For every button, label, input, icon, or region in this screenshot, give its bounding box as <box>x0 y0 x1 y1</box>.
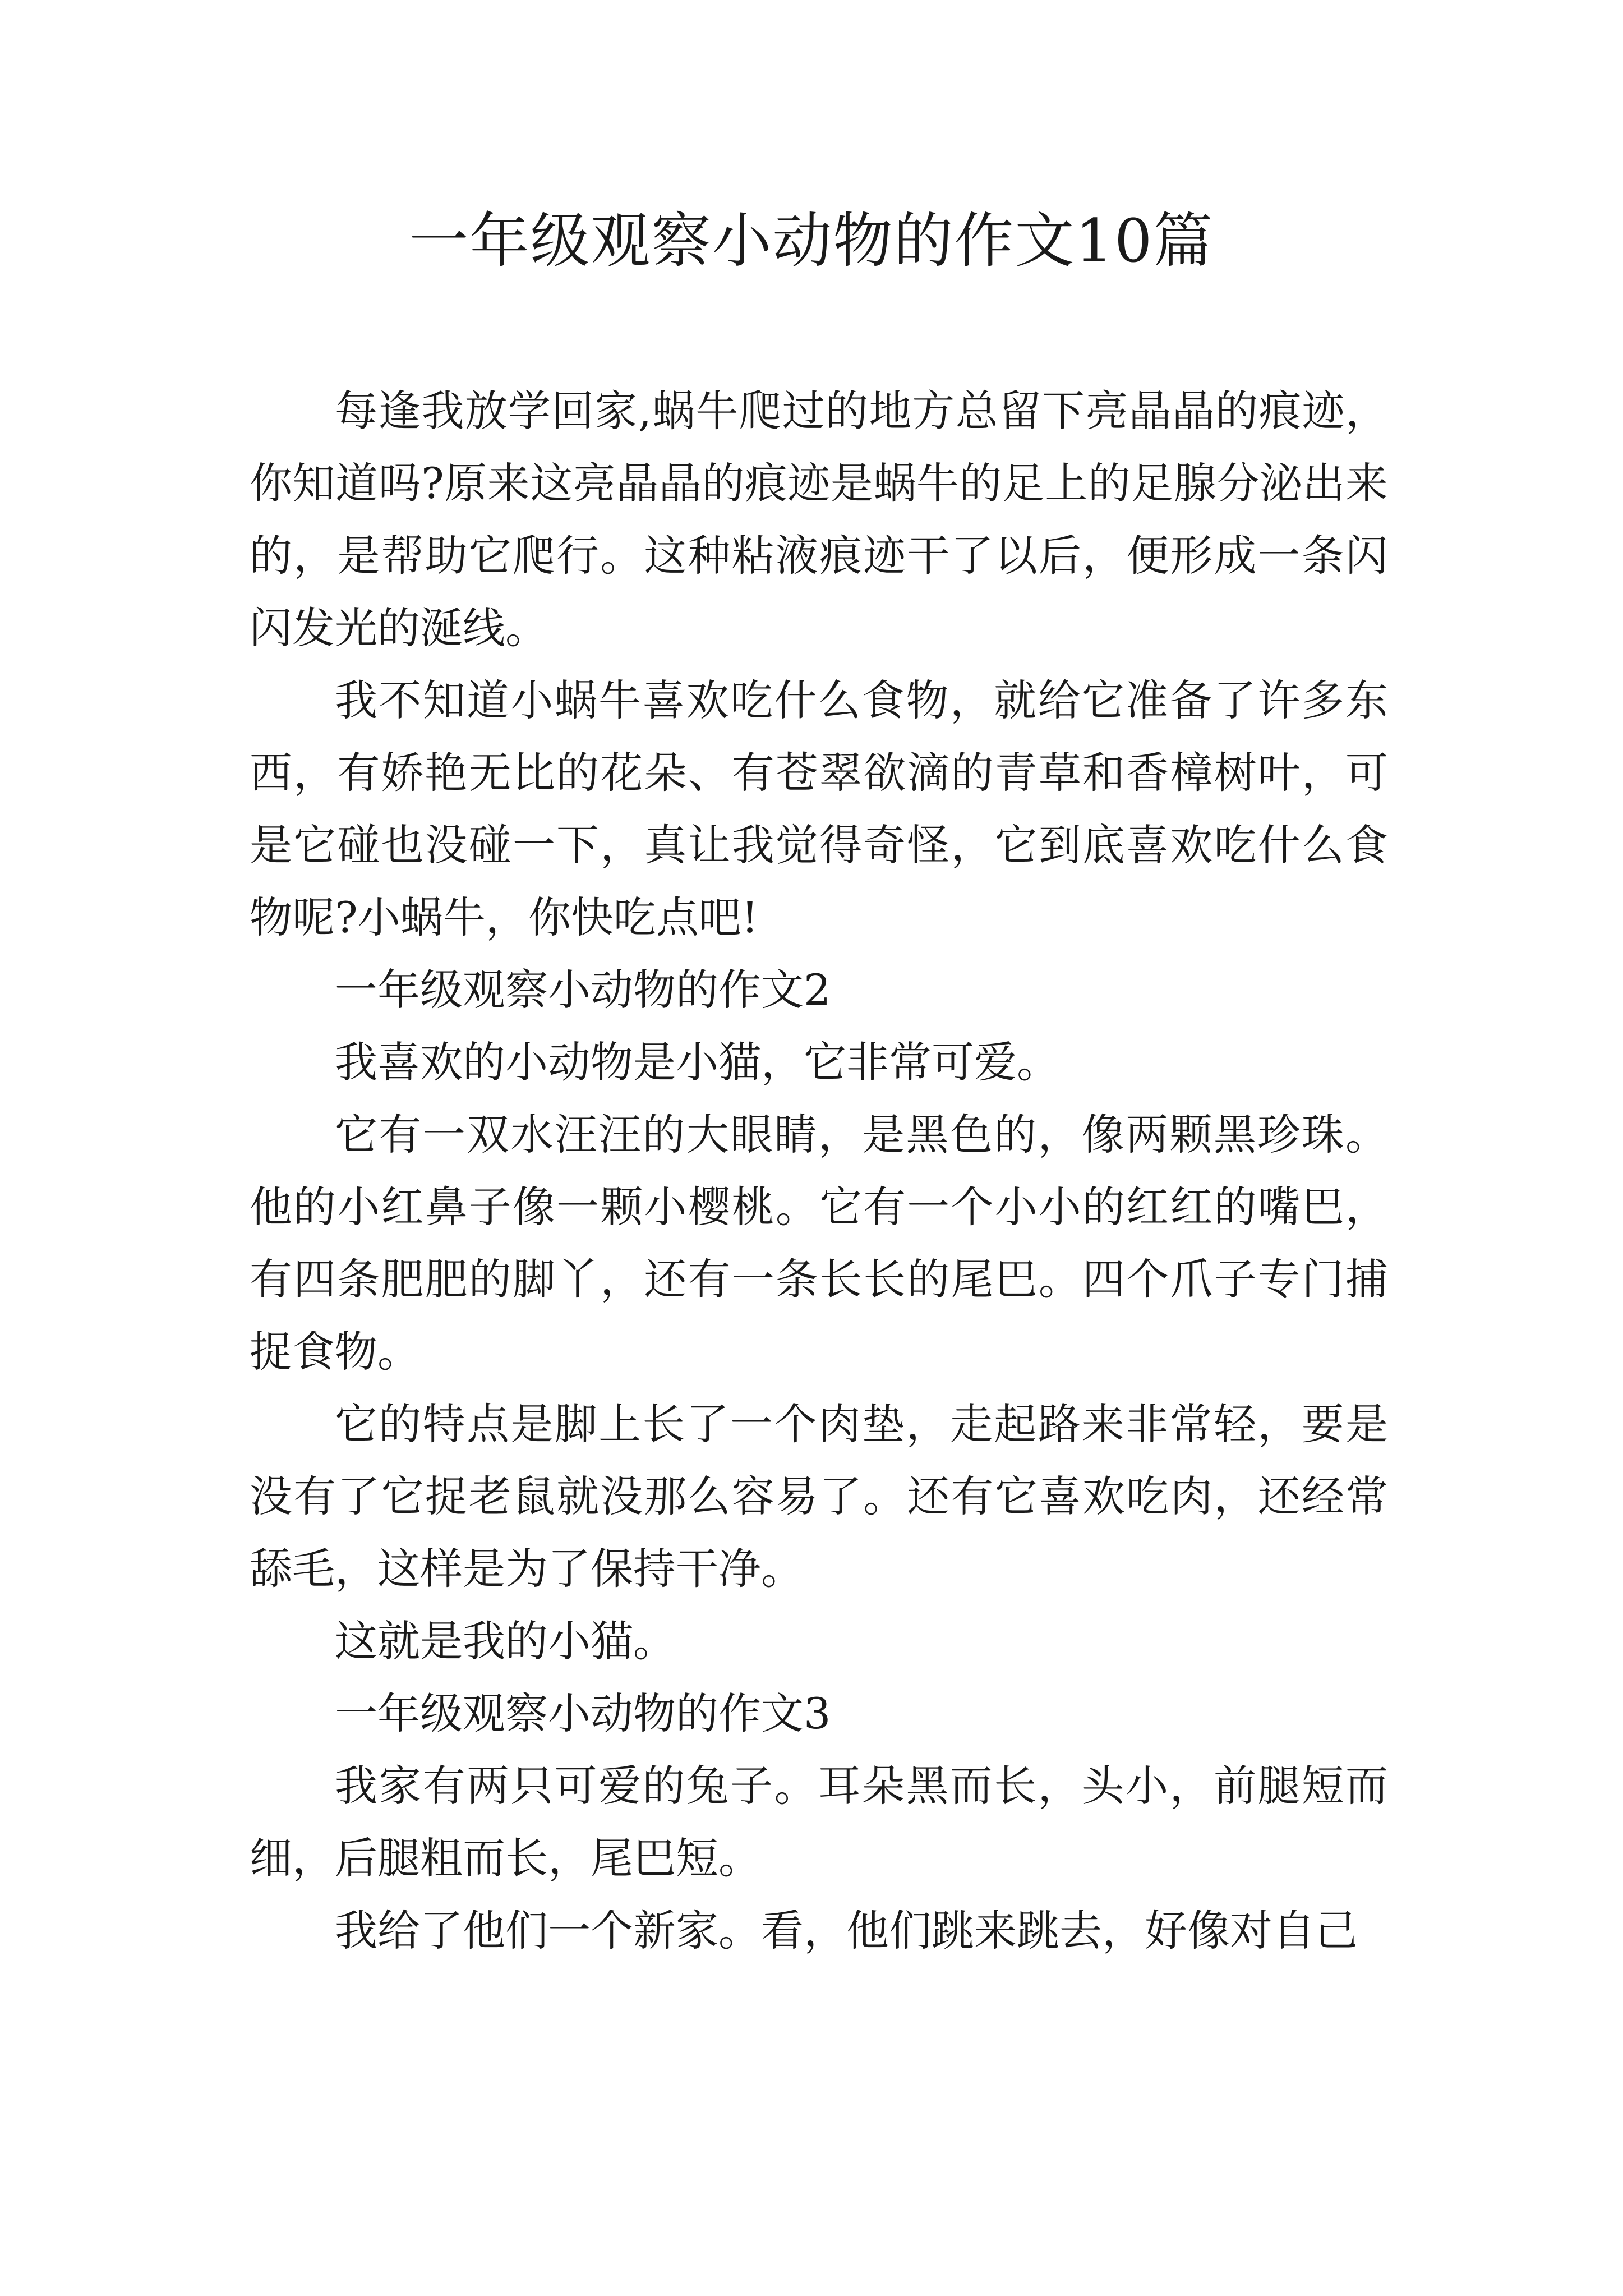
document-body <box>250 375 1388 1967</box>
section-heading: 一年级观察小动物的作文2 <box>335 965 831 1015</box>
document-title: 一年级观察小动物的作文10篇 <box>409 206 1214 275</box>
paragraph: 我不知道小蜗牛喜欢吃什么食物，就给它准备了许多东西，有娇艳无比的花朵、有苍翠欲滴的青草和香樟树叶，可是它碰也没碰一下，真让我觉得奇怪，它到底喜欢吃什么食物呢?小蜗牛，你快吃点吧! <box>250 675 1388 942</box>
paragraph: 我喜欢的小动物是小猫，它非常可爱。 <box>335 1037 1059 1087</box>
paragraph: 每逢我放学回家,蜗牛爬过的地方总留下亮晶晶的痕迹，你知道吗?原来这亮晶晶的痕迹是蜗牛的足上的足腺分泌出来的，是帮助它爬行。这种粘液痕迹干了以后，便形成一条闪闪发光的涎线。 <box>250 386 1388 653</box>
section-heading: 一年级观察小动物的作文3 <box>335 1688 831 1738</box>
paragraph: 这就是我的小猫。 <box>335 1616 676 1666</box>
paragraph: 它的特点是脚上长了一个肉垫，走起路来非常轻，要是没有了它捉老鼠就没那么容易了。还有它喜欢吃肉，还经常舔毛，这样是为了保持干净。 <box>250 1399 1388 1594</box>
paragraph: 我家有两只可爱的兔子。耳朵黑而长，头小，前腿短而细，后腿粗而长，尾巴短。 <box>250 1761 1388 1883</box>
paragraph: 我给了他们一个新家。看，他们跳来跳去，好像对自己 <box>335 1906 1358 1955</box>
paragraph: 它有一双水汪汪的大眼睛，是黑色的，像两颗黑珍珠。他的小红鼻子像一颗小樱桃。它有一个小小的红红的嘴巴，有四条肥肥的脚丫，还有一条长长的尾巴。四个爪子专门捕捉食物。 <box>250 1110 1388 1377</box>
